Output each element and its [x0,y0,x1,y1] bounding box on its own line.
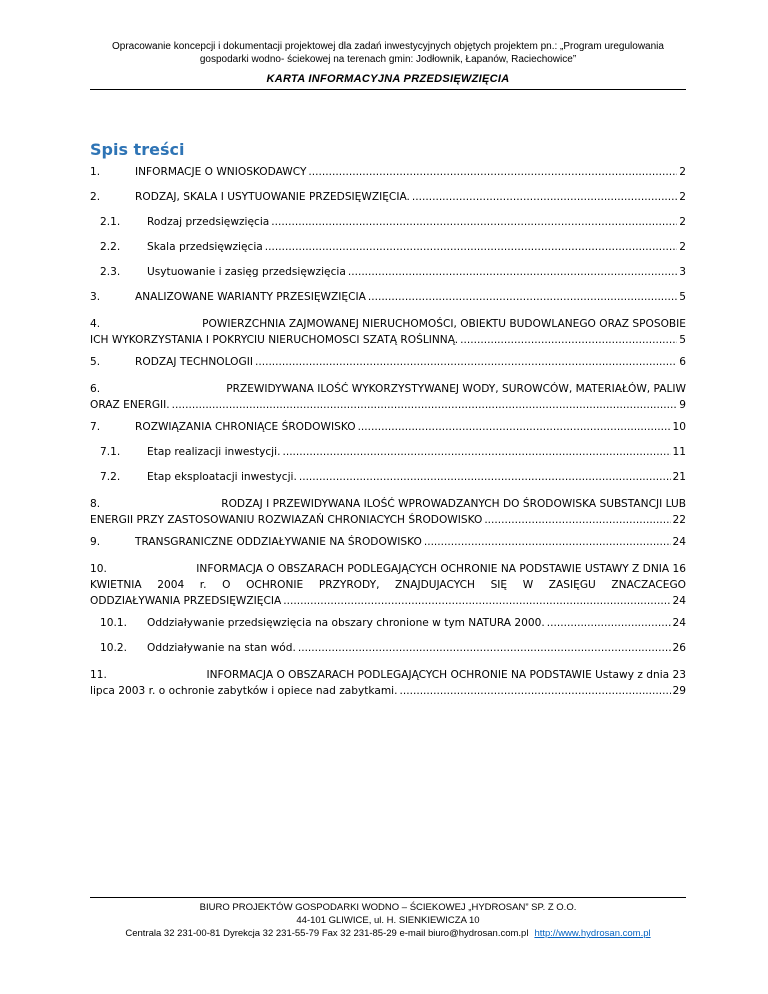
toc-entry-title: Oddziaływanie na stan wód. [147,642,296,654]
toc-entry-5[interactable] [90,356,686,381]
toc-entry-title: Rodzaj przedsięwzięcia [147,216,270,228]
toc-entry-page: 2 [679,241,686,253]
page-header [90,40,686,85]
footer-contact [90,927,686,940]
toc-leader-dots [283,593,670,609]
toc-entry-page: 10 [672,421,686,433]
toc-entry-2-3[interactable] [90,266,686,291]
table-of-contents [90,140,686,707]
toc-entry-6[interactable] [90,381,686,413]
toc-entry-title-line: INFORMACJA O OBSZARACH PODLEGAJĄCYCH OCHRONIE NA PODSTAWIE USTAWY Z DNIA 16 [196,563,686,575]
toc-leader-dots [547,617,671,629]
toc-entry-number: 2.1. [100,216,121,228]
toc-entry-page: 11 [672,446,686,458]
toc-entry-10-1[interactable] [90,617,686,642]
toc-entry-number: 4. [90,318,101,330]
toc-leader-dots [484,512,670,528]
toc-entry-page: 2 [679,191,686,203]
toc-entry-title: Etap realizacji inwestycji. [147,446,281,458]
toc-entry-number: 2.3. [100,266,121,278]
toc-entry-page: 5 [679,334,686,346]
footer-company: BIURO PROJEKTÓW GOSPODARKI WODNO – ŚCIEKOWEJ „HYDROSAN” SP. Z O.O. [199,902,577,913]
toc-entry-number: 8. [90,498,101,510]
toc-entry-page: 22 [672,514,686,526]
toc-entry-page: 26 [672,642,686,654]
toc-entry-title-line: lipca 2003 r. o ochronie zabytków i opiece nad zabytkami. [90,685,398,697]
toc-entry-2-2[interactable] [90,241,686,266]
toc-entry-number: 7. [90,421,101,433]
footer-address: 44-101 GLIWICE, ul. H. SIENKIEWICZA 10 [296,915,480,926]
toc-entry-page: 24 [672,595,686,607]
toc-entry-title: Usytuowanie i zasięg przedsięwzięcia [147,266,346,278]
toc-entry-8[interactable] [90,496,686,528]
toc-leader-dots [424,536,671,548]
toc-entry-title: ANALIZOWANE WARIANTY PRZESIĘWZIĘCIA [135,291,366,303]
footer-website-link[interactable]: http://www.hydrosan.com.pl [534,928,651,939]
toc-entry-number: 9. [90,536,101,548]
toc-entry-number: 1. [90,166,101,178]
toc-entry-number: 5. [90,356,101,368]
toc-entry-number: 7.1. [100,446,121,458]
toc-entry-title: Oddziaływanie przedsięwzięcia na obszary chronione w tym NATURA 2000. [147,617,545,629]
footer-rule [90,897,686,898]
toc-entry-page: 29 [672,685,686,697]
toc-entry-page: 24 [672,617,686,629]
toc-entry-title-line: KWIETNIA 2004 r. O OCHRONIE PRZYRODY, ZNAJDUJACYCH SIĘ W ZASIĘGU ZNACZACEGO [90,579,686,591]
toc-entry-number: 11. [90,669,107,681]
toc-entry-2-1[interactable] [90,216,686,241]
toc-entry-3[interactable] [90,291,686,316]
toc-entry-9[interactable] [90,536,686,561]
page-footer [90,901,686,940]
toc-leader-dots [298,642,671,654]
toc-entry-number: 2.2. [100,241,121,253]
toc-entry-10-2[interactable] [90,642,686,667]
toc-entry-number: 10. [90,563,107,575]
toc-leader-dots [172,397,678,413]
toc-entry-title-line: INFORMACJA O OBSZARACH PODLEGAJĄCYCH OCHRONIE NA PODSTAWIE Ustawy z dnia 23 [206,669,686,681]
toc-entry-title-line: PRZEWIDYWANA ILOŚĆ WYKORZYSTYWANEJ WODY, SUROWCÓW, MATERIAŁÓW, PALIW [226,383,686,395]
toc-entry-page: 3 [679,266,686,278]
toc-entry-4[interactable] [90,316,686,348]
toc-leader-dots [308,166,677,178]
toc-heading: Spis treści [90,140,185,159]
toc-entry-title-line: ICH WYKORZYSTANIA I POKRYCIU NIERUCHOMOSCI SZATĄ ROŚLINNĄ. [90,334,459,346]
footer-phones-email: Centrala 32 231-00-81 Dyrekcja 32 231-55-79 Fax 32 231-85-29 e-mail biuro@hydrosan.com.pl [125,928,529,939]
toc-entry-number: 10.1. [100,617,127,629]
header-rule [90,89,686,90]
toc-leader-dots [399,683,670,699]
toc-entry-10[interactable] [90,561,686,609]
toc-leader-dots [358,421,671,433]
toc-leader-dots [348,266,677,278]
toc-entry-7-1[interactable] [90,446,686,471]
toc-entry-title-line: ORAZ ENERGII. [90,399,170,411]
toc-entry-title: ROZWIĄZANIA CHRONIĄCE ŚRODOWISKO [135,421,356,433]
toc-entry-number: 7.2. [100,471,121,483]
toc-entry-page: 21 [672,471,686,483]
toc-entry-title-line: ENERGII PRZY ZASTOSOWANIU ROZWIAZAŃ CHRONIACYCH ŚRODOWISKO [90,514,483,526]
toc-entry-number: 3. [90,291,101,303]
toc-entry-2[interactable] [90,191,686,216]
toc-entry-page: 2 [679,216,686,228]
toc-entry-number: 10.2. [100,642,127,654]
toc-entry-title: INFORMACJE O WNIOSKODAWCY [135,166,307,178]
toc-entry-page: 2 [679,166,686,178]
header-line-2: gospodarki wodno- ściekowej na terenach gmin: Jodłownik, Łapanów, Raciechowice” [199,54,577,65]
toc-entry-number: 6. [90,383,101,395]
toc-entry-11[interactable] [90,667,686,699]
toc-entry-7-2[interactable] [90,471,686,496]
toc-entry-page: 24 [672,536,686,548]
toc-entry-title-line: ODDZIAŁYWANIA PRZEDSIĘWZIĘCIA [90,595,282,607]
toc-leader-dots [299,471,671,483]
toc-entry-page: 9 [679,399,686,411]
toc-leader-dots [265,241,677,253]
toc-entry-page: 6 [679,356,686,368]
toc-entry-title: RODZAJ TECHNOLOGII [135,356,253,368]
toc-entry-title: Etap eksploatacji inwestycji. [147,471,297,483]
toc-entry-1[interactable] [90,166,686,191]
toc-entry-title: RODZAJ, SKALA I USYTUOWANIE PRZEDSIĘWZIĘCIA. [135,191,410,203]
toc-entry-page: 5 [679,291,686,303]
toc-entry-title: TRANSGRANICZNE ODDZIAŁYWANIE NA ŚRODOWISKO [135,536,422,548]
toc-leader-dots [460,332,677,348]
toc-leader-dots [368,291,677,303]
header-line-1: Opracowanie koncepcji i dokumentacji projektowej dla zadań inwestycyjnych objętych projektem pn.: „Program uregulowania [112,41,664,52]
toc-entry-title: Skala przedsięwzięcia [147,241,263,253]
toc-leader-dots [412,191,677,203]
toc-entry-7[interactable] [90,421,686,446]
toc-entry-title-line: POWIERZCHNIA ZAJMOWANEJ NIERUCHOMOŚCI, OBIEKTU BUDOWLANEGO ORAZ SPOSOBIE [202,318,686,330]
toc-entry-number: 2. [90,191,101,203]
header-title: KARTA INFORMACYJNA PRZEDSIĘWZIĘCIA [266,73,510,85]
toc-leader-dots [255,356,677,368]
toc-entry-title-line: RODZAJ I PRZEWIDYWANA ILOŚĆ WPROWADZANYCH DO ŚRODOWISKA SUBSTANCJI LUB [221,498,686,510]
toc-leader-dots [282,446,670,458]
toc-leader-dots [271,216,677,228]
